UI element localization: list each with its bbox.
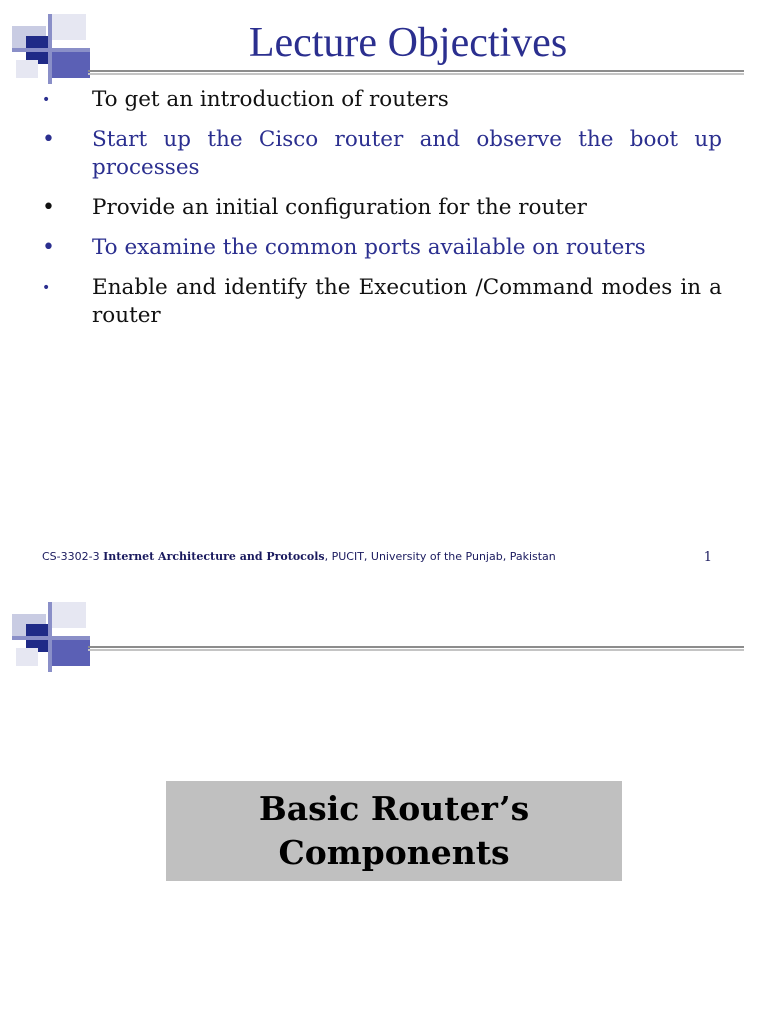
objective-item-2	[40, 126, 722, 182]
course-code: CS-3302-3	[42, 550, 100, 563]
course-name: Internet Architecture and Protocols	[103, 550, 325, 563]
bullet-icon: •	[42, 195, 55, 220]
objective-text: To get an introduction of routers	[92, 87, 449, 112]
objective-text: Provide an initial configuration for the router	[92, 195, 587, 220]
blue-squares-logo-icon	[12, 14, 90, 84]
bullet-icon: •	[42, 280, 51, 296]
slide-basic-router-components	[0, 588, 768, 1024]
objective-text: Start up the Cisco router and observe the boot up processes	[92, 127, 722, 180]
blue-squares-logo-icon	[12, 602, 90, 672]
bullet-icon: •	[42, 127, 55, 152]
bullet-icon: •	[42, 92, 51, 108]
slide-title: Lecture Objectives	[248, 20, 568, 66]
page-number: 1	[703, 550, 712, 565]
objective-item-1	[40, 86, 722, 114]
objective-text: Enable and identify the Execution /Command modes in a router	[92, 275, 722, 328]
section-title-line-1: Basic Router’s	[258, 789, 530, 828]
objective-text: To examine the common ports available on routers	[92, 235, 646, 260]
objective-item-3	[40, 194, 722, 222]
objective-item-4	[40, 234, 722, 262]
objectives-list	[40, 86, 722, 342]
bullet-icon: •	[42, 235, 55, 260]
slide-footer	[42, 550, 722, 563]
title-divider	[88, 646, 744, 651]
section-title	[259, 787, 529, 875]
section-title-line-2: Components	[278, 833, 510, 872]
title-divider	[88, 70, 744, 75]
section-title-box	[166, 781, 622, 881]
objective-item-5	[40, 274, 722, 330]
institution: , PUCIT, University of the Punjab, Pakistan	[324, 550, 556, 563]
